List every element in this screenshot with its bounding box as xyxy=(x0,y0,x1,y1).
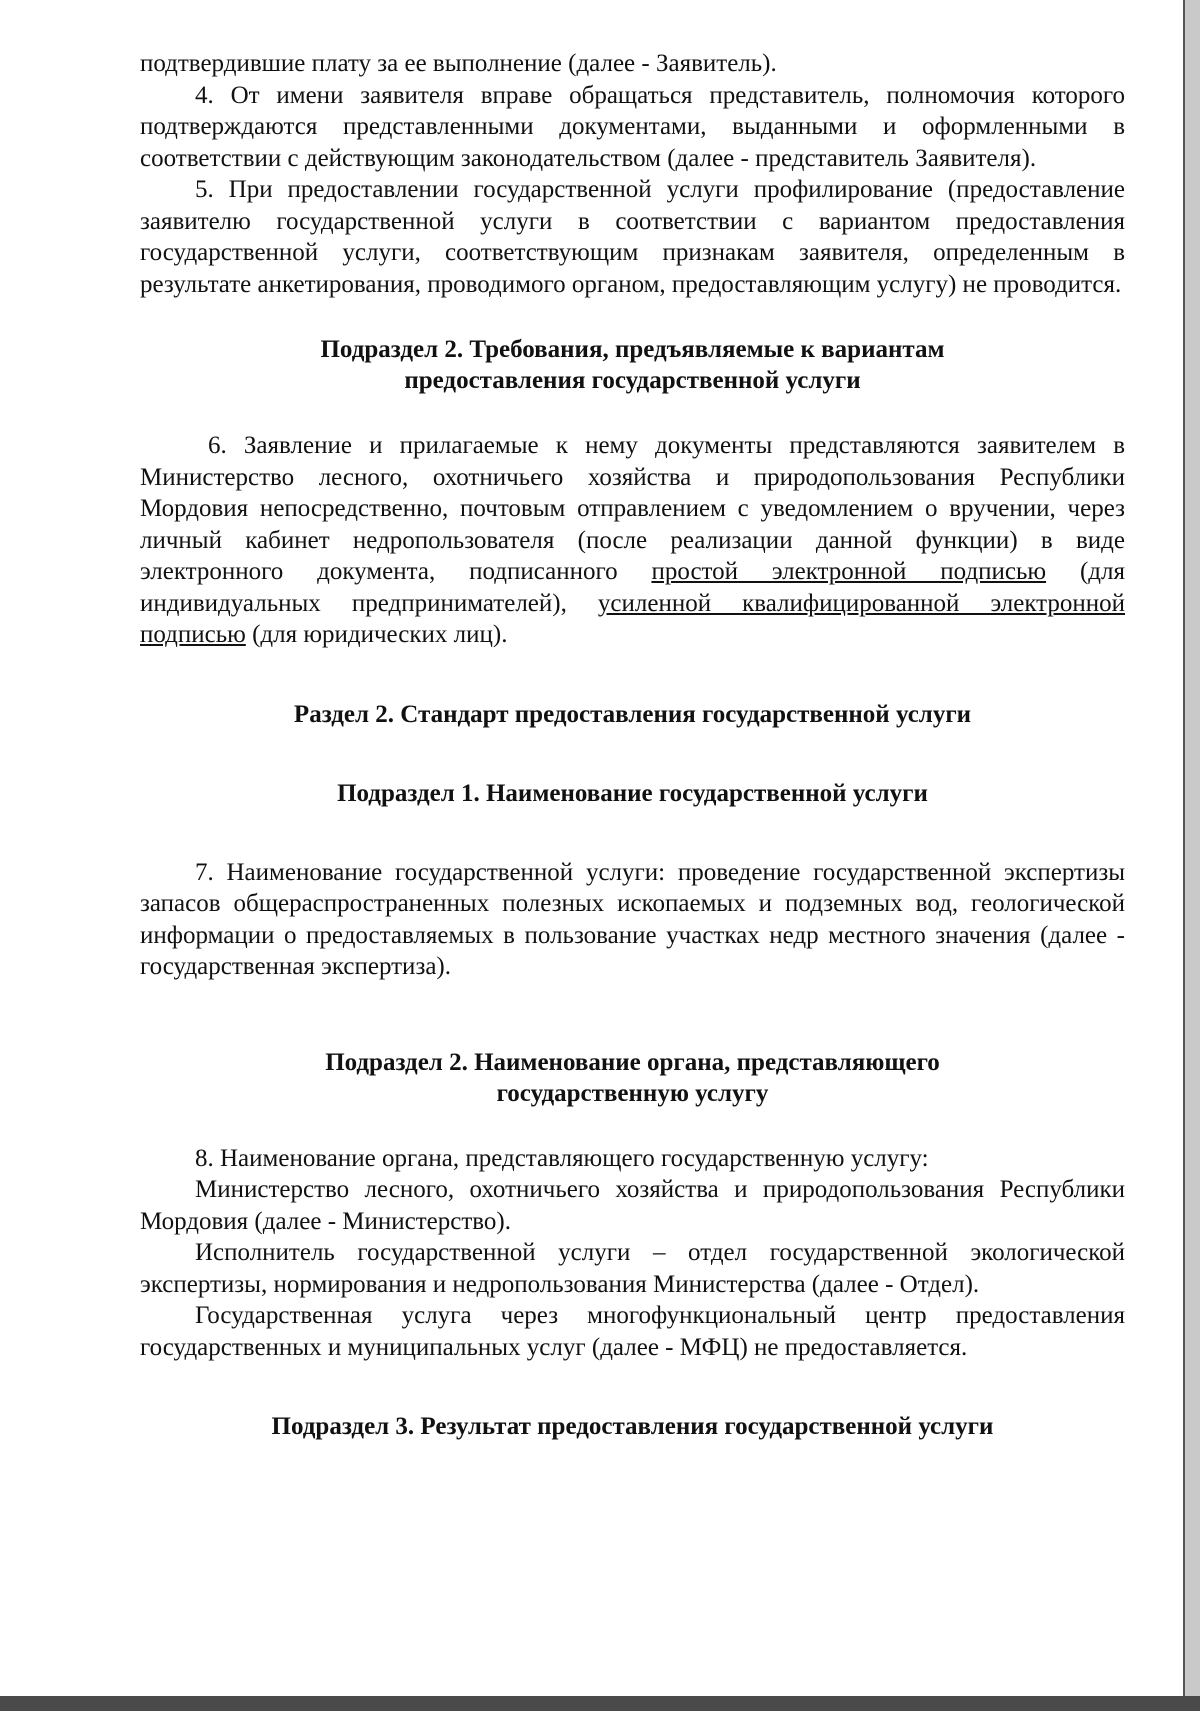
subsection-1-heading: Подраздел 1. Наименование государственной услуги xyxy=(337,779,928,807)
subsection-2b-heading-line1: Подраздел 2. Наименование органа, представляющего xyxy=(325,1048,940,1076)
paragraph-6-start: 6. Заявление и прилагаемые к нему документы представляются заявителем в Министерство лесного, охотничьего хозяйства и природопользования Республики Мордовия непосредственно, почтовым отправлением с уведомлением о вручении, через личный кабинет недропользователя (после реализации данной функции) в виде электронного документа, подписанного xyxy=(140,432,1125,585)
paragraph-8-executor: Исполнитель государственной услуги – отдел государственной экологической экспертизы, нормирования и недропользования Министерства (далее - Отдел). xyxy=(140,1239,1125,1298)
paragraph-5: 5. При предоставлении государственной услуги профилирование (предоставление заявителю государственной услуги в соответствии с вариантом предоставления государственной услуги, соответствующим признакам заявителя, определенным в результате анкетирования, проводимого органом, предоставляющим услугу) не проводится. xyxy=(140,176,1125,298)
subsection-2-heading-line1: Подраздел 2. Требования, предъявляемые к вариантам xyxy=(320,336,945,363)
simple-signature-link: простой электронной подписью xyxy=(651,558,1047,585)
section-2-heading: Раздел 2. Стандарт предоставления государственной услуги xyxy=(293,700,972,728)
paragraph-6-mid: (для индивидуальных предпринимателей), xyxy=(140,558,1125,617)
scan-bottom-edge xyxy=(0,1696,1200,1711)
spacer xyxy=(140,651,1125,699)
spacer xyxy=(140,1363,1125,1411)
spacer xyxy=(140,809,1125,857)
paragraph-8: 8. Наименование органа, представляющего государственную услугу: xyxy=(195,1144,929,1172)
subsection-2b-heading-line2: государственную услугу xyxy=(496,1079,769,1107)
paragraph-6 xyxy=(140,430,1125,651)
paragraph-7: 7. Наименование государственной услуги: проведение государственной экспертизы запасов общераспространенных полезных ископаемых и подземных вод, геологической информации о предоставляемых в пользование участках недр местного значения (далее - государственная экспертиза). xyxy=(140,858,1125,980)
subsection-3-heading: Подраздел 3. Результат предоставления государственной услуги xyxy=(271,1413,994,1440)
paragraph-continuation: подтвердившие плату за ее выполнение (далее - Заявитель). xyxy=(140,50,777,77)
spacer xyxy=(140,300,1125,334)
subsection-2-heading-line2: предоставления государственной услуги xyxy=(404,367,861,394)
paragraph-4: 4. От имени заявителя вправе обращаться представитель, полномочия которого подтверждаются представленными документами, выданными и оформленными в соответствии с действующим законодательством (далее - представитель Заявителя). xyxy=(140,81,1125,172)
qualified-signature-link: усиленной квалифицированной электронной подписью xyxy=(140,589,1125,648)
spacer xyxy=(140,396,1125,430)
spacer xyxy=(140,1109,1125,1143)
spacer xyxy=(140,1031,1125,1047)
paragraph-8-mfc: Государственная услуга через многофункциональный центр предоставления государственных и муниципальных услуг (далее - МФЦ) не предоставляется. xyxy=(140,1302,1125,1361)
spacer xyxy=(140,983,1125,1031)
paragraph-8-ministry: Министерство лесного, охотничьего хозяйства и природопользования Республики Мордовия (далее - Министерство). xyxy=(140,1176,1125,1235)
spacer xyxy=(140,730,1125,778)
paragraph-6-end: (для юридических лиц). xyxy=(245,621,508,648)
scan-right-edge xyxy=(1183,0,1200,1711)
document-body xyxy=(140,48,1125,1442)
